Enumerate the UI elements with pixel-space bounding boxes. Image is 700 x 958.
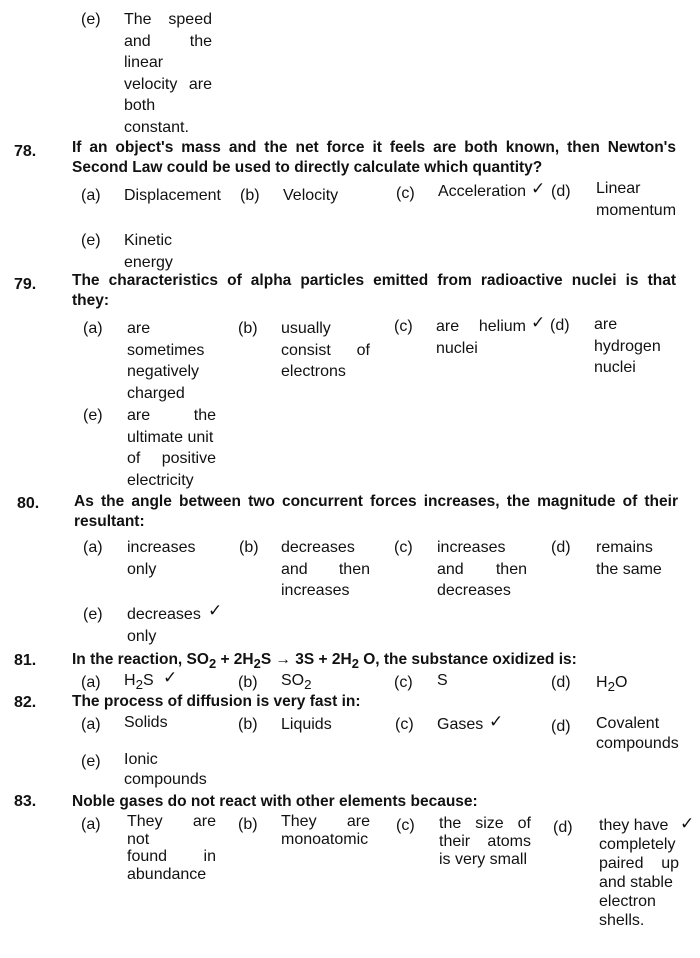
option-label: (c)	[394, 674, 413, 691]
option-label: (d)	[551, 183, 571, 200]
option-text: Velocity	[283, 187, 339, 204]
option-label: (a)	[83, 539, 103, 556]
option-text: $H_2S$	[124, 672, 154, 693]
option-label: (b)	[238, 816, 258, 833]
option-label: (e)	[81, 11, 101, 28]
question-text: In the reaction, $SO_2 + 2H_2S \to 3S + 2H_2$ O, the substance oxidized is:	[72, 651, 577, 672]
option-label: (b)	[238, 674, 258, 691]
option-label: (b)	[240, 187, 260, 204]
option-text: They are monoatomic	[281, 813, 370, 848]
option-text: decreases only	[127, 606, 201, 645]
option-text: $H_2O$	[596, 674, 628, 695]
option-label: (d)	[553, 819, 573, 836]
option-text: Gases	[437, 716, 484, 733]
question-number: 80.	[17, 495, 40, 512]
option-label: (d)	[551, 718, 571, 735]
option-label: (d)	[551, 674, 571, 691]
option-label: (c)	[396, 185, 415, 202]
option-text: increases and then decreases	[437, 539, 527, 599]
option-label: (e)	[81, 753, 101, 770]
option-text: Linear momentum	[596, 180, 677, 219]
option-text: Kinetic energy	[124, 232, 173, 271]
option-text: are sometimes negatively charged	[127, 320, 205, 402]
check-mark-icon: ✓	[680, 814, 695, 833]
option-label: (b)	[238, 716, 258, 733]
option-text: remains the same	[596, 539, 662, 578]
option-text: Displacement	[124, 187, 221, 204]
option-label: (a)	[81, 716, 101, 733]
option-label: (c)	[395, 716, 414, 733]
option-label: (e)	[83, 606, 103, 623]
option-label: (c)	[394, 318, 413, 335]
option-text: are helium nuclei	[436, 318, 526, 357]
option-text: They are not found in abundance	[127, 813, 216, 883]
option-label: (a)	[81, 816, 101, 833]
option-text: The speed and the linear velocity are both constant.	[124, 11, 212, 136]
option-label: (a)	[81, 674, 101, 691]
question-number: 79.	[14, 276, 37, 293]
option-label: (b)	[238, 320, 258, 337]
question-text: If an object's mass and the net force it feels are both known, then Newton's Second Law could be used to directly calculate which quantity?	[72, 139, 676, 176]
option-text: Ionic compounds	[124, 751, 207, 788]
check-mark-icon: ✓	[208, 601, 223, 620]
question-text: The characteristics of alpha particles emitted from radioactive nuclei is that they:	[72, 272, 676, 309]
check-mark-icon: ✓	[489, 712, 504, 731]
option-label: (e)	[83, 407, 103, 424]
question-text: Noble gases do not react with other elements because:	[72, 793, 478, 810]
option-text: Liquids	[281, 716, 332, 733]
check-mark-icon: ✓	[163, 668, 178, 687]
question-text: As the angle between two concurrent forces increases, the magnitude of their resultant:	[74, 493, 678, 530]
check-mark-icon: ✓	[531, 179, 546, 198]
option-text: decreases and then increases	[281, 539, 370, 599]
option-text: the size of their atoms is very small	[439, 815, 531, 868]
option-text: $SO_2$	[281, 672, 312, 693]
option-label: (b)	[239, 539, 259, 556]
option-text: increases only	[127, 539, 196, 578]
question-number: 81.	[14, 652, 37, 669]
option-label: (a)	[83, 320, 103, 337]
option-label: (d)	[551, 539, 571, 556]
option-label: (e)	[81, 232, 101, 249]
option-text: are the ultimate unit of positive electricity	[127, 407, 216, 489]
option-text: they have completely paired up and stable electron shells.	[599, 817, 679, 929]
option-text: Covalent compounds	[596, 715, 679, 752]
option-label: (c)	[394, 539, 413, 556]
question-number: 83.	[14, 793, 37, 810]
option-label: (c)	[396, 817, 415, 834]
option-text: S	[437, 672, 448, 689]
option-label: (a)	[81, 187, 101, 204]
option-text: are hydrogen nuclei	[594, 316, 661, 376]
question-number: 78.	[14, 143, 37, 160]
check-mark-icon: ✓	[531, 313, 546, 332]
option-text: usually consist of electrons	[281, 320, 370, 380]
option-text: Solids	[124, 714, 168, 731]
option-text: Acceleration	[438, 183, 527, 200]
option-label: (d)	[550, 317, 570, 334]
question-number: 82.	[14, 694, 37, 711]
question-text: The process of diffusion is very fast in:	[72, 693, 361, 710]
